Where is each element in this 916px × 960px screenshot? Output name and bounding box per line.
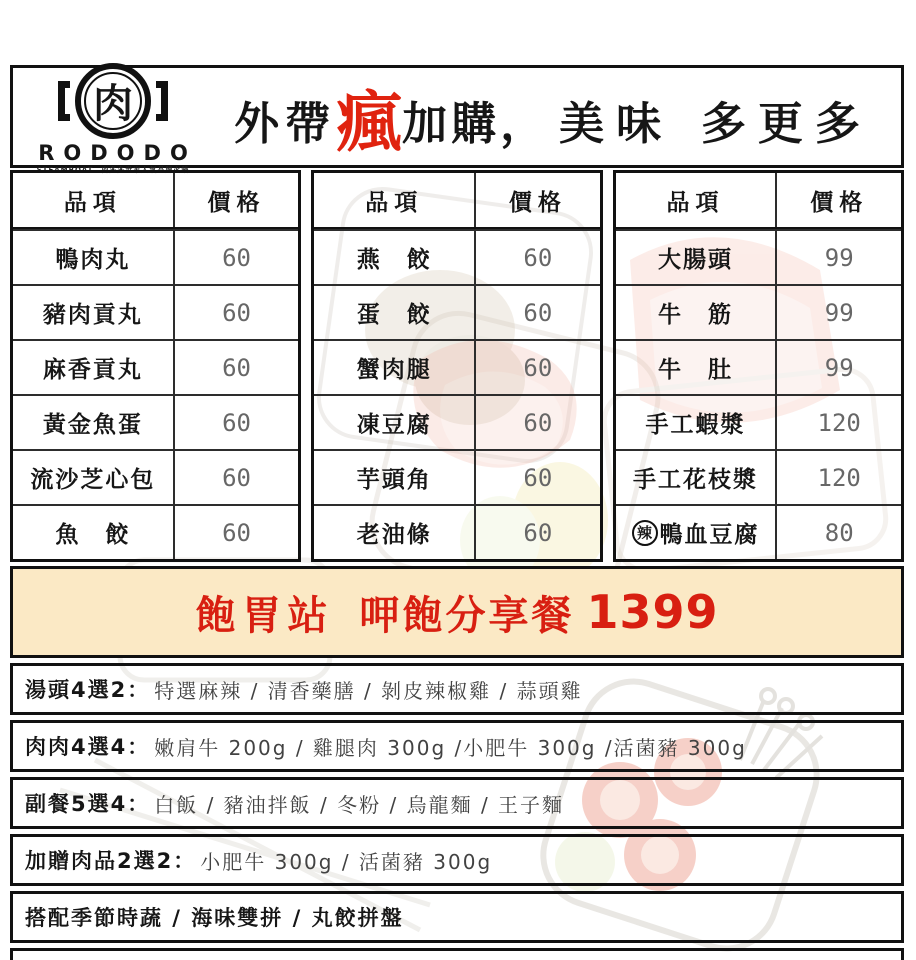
banner-station-text: 飽胃站 <box>195 592 334 639</box>
item-price-cell: 60 <box>474 341 600 394</box>
table-row <box>13 394 298 449</box>
column-header-price: 價格 <box>173 173 299 227</box>
table-row <box>616 284 901 339</box>
table-row <box>13 449 298 504</box>
price-table-2 <box>311 170 602 562</box>
item-name: 手工花枝漿 <box>633 467 759 493</box>
option-row <box>10 834 904 886</box>
option-choices: 嫩肩牛 200g / 雞腿肉 300g /小肥牛 300g /活菌豬 300g <box>154 735 747 760</box>
item-name: 豬肉貢丸 <box>42 302 143 328</box>
item-name: 牛 筋 <box>658 302 734 328</box>
table-row <box>13 504 298 559</box>
item-price-cell: 60 <box>173 341 299 394</box>
item-name-cell <box>616 396 776 449</box>
logo-circle-icon <box>75 63 151 139</box>
item-name-cell <box>13 231 173 284</box>
item-name: 流沙芝心包 <box>30 467 156 493</box>
item-price-cell: 60 <box>173 396 299 449</box>
item-name-cell <box>616 341 776 394</box>
table-row <box>616 504 901 559</box>
table-row <box>314 229 599 284</box>
item-name-cell <box>13 286 173 339</box>
option-row <box>10 720 904 772</box>
item-price-cell: 60 <box>474 396 600 449</box>
brand-name: RODODO <box>38 140 197 165</box>
column-header-price: 價格 <box>474 173 600 227</box>
item-name-cell <box>13 451 173 504</box>
headline-part3: 美味 多更多 <box>559 97 872 150</box>
option-choices: 小肥牛 300g / 活菌豬 300g <box>200 849 493 874</box>
item-price-cell: 99 <box>775 231 901 284</box>
item-name: 蛋 餃 <box>356 302 432 328</box>
item-price-cell: 99 <box>775 286 901 339</box>
option-label: 加贈肉品2選2： <box>25 849 197 873</box>
logo-right-bracket-icon <box>156 81 168 121</box>
logo-left-bracket-icon <box>58 81 70 121</box>
table-row <box>314 284 599 339</box>
table-row <box>314 394 599 449</box>
item-price-cell: 60 <box>173 231 299 284</box>
table-row <box>616 339 901 394</box>
item-name-cell <box>616 451 776 504</box>
item-name: 鴨血豆腐 <box>659 522 760 548</box>
item-name-cell <box>314 451 474 504</box>
logo-meat-character: 肉 <box>84 72 142 130</box>
item-name-cell <box>314 231 474 284</box>
table-row <box>616 449 901 504</box>
option-row <box>10 777 904 829</box>
item-name-cell <box>314 396 474 449</box>
column-header-item: 品項 <box>63 189 122 216</box>
menu-header <box>10 65 904 174</box>
headline-part2: 加購， <box>402 97 550 150</box>
item-price-cell: 80 <box>775 506 901 559</box>
item-name: 凍豆腐 <box>356 412 432 438</box>
option-label: 副餐5選4： <box>25 792 151 816</box>
spicy-badge-icon: 辣 <box>632 520 658 546</box>
item-name: 黃金魚蛋 <box>42 412 143 438</box>
item-name-cell <box>13 396 173 449</box>
table-header-row <box>314 173 599 229</box>
price-tables <box>10 170 904 562</box>
brand-logo-block <box>13 59 213 175</box>
banner-meal-text: 呷飽分享餐 <box>359 592 575 639</box>
item-name-cell <box>314 506 474 559</box>
table-row <box>13 229 298 284</box>
item-name: 大腸頭 <box>658 247 734 273</box>
item-name: 蟹肉腿 <box>356 357 432 383</box>
item-price-cell: 60 <box>474 506 600 559</box>
option-label: 搭配季節時蔬 / 海味雙拼 / 丸餃拼盤 <box>25 906 404 930</box>
combo-options <box>10 663 904 943</box>
table-header-row <box>616 173 901 229</box>
item-name-cell <box>616 506 776 559</box>
item-name-cell <box>314 341 474 394</box>
item-name: 鴨肉丸 <box>55 247 131 273</box>
table-row <box>616 229 901 284</box>
option-choices: 白飯 / 豬油拌飯 / 冬粉 / 烏龍麵 / 王子麵 <box>154 792 565 817</box>
item-name-cell <box>13 506 173 559</box>
item-name-cell <box>616 286 776 339</box>
item-name: 老油條 <box>356 522 432 548</box>
option-choices: 特選麻辣 / 清香藥膳 / 剝皮辣椒雞 / 蒜頭雞 <box>154 678 583 703</box>
item-name-cell <box>616 231 776 284</box>
table-row <box>314 339 599 394</box>
price-table-1 <box>10 170 301 562</box>
column-header-item: 品項 <box>666 189 725 216</box>
brand-tagline: STEAMBOAT 肉多多世家人氣品牌火鍋 <box>36 165 190 174</box>
table-header-row <box>13 173 298 229</box>
table-row <box>616 394 901 449</box>
item-name-cell <box>13 341 173 394</box>
item-price-cell: 60 <box>474 231 600 284</box>
banner-price: 1399 <box>586 585 719 639</box>
item-name: 麻香貢丸 <box>42 357 143 383</box>
option-row-partial <box>10 948 904 960</box>
headline-highlight: 瘋 <box>336 84 403 161</box>
column-header-item: 品項 <box>365 189 424 216</box>
item-name-cell <box>314 286 474 339</box>
item-price-cell: 120 <box>775 396 901 449</box>
item-name: 手工蝦漿 <box>645 412 746 438</box>
table-row <box>314 449 599 504</box>
item-price-cell: 60 <box>474 286 600 339</box>
item-price-cell: 60 <box>173 506 299 559</box>
item-price-cell: 120 <box>775 451 901 504</box>
item-price-cell: 60 <box>173 286 299 339</box>
item-name: 芋頭角 <box>356 467 432 493</box>
table-row <box>13 339 298 394</box>
item-price-cell: 60 <box>474 451 600 504</box>
option-label: 湯頭4選2： <box>25 678 151 702</box>
combo-banner <box>10 566 904 658</box>
option-row <box>10 891 904 943</box>
headline-part1: 外帶 <box>234 97 337 150</box>
option-row <box>10 663 904 715</box>
price-table-3 <box>613 170 904 562</box>
headline <box>213 69 901 164</box>
item-price-cell: 99 <box>775 341 901 394</box>
table-row <box>314 504 599 559</box>
item-name: 牛 肚 <box>658 357 734 383</box>
item-price-cell: 60 <box>173 451 299 504</box>
column-header-price: 價格 <box>775 173 901 227</box>
item-name: 燕 餃 <box>356 247 432 273</box>
item-name: 魚 餃 <box>55 522 131 548</box>
table-row <box>13 284 298 339</box>
option-label: 肉肉4選4： <box>25 735 151 759</box>
